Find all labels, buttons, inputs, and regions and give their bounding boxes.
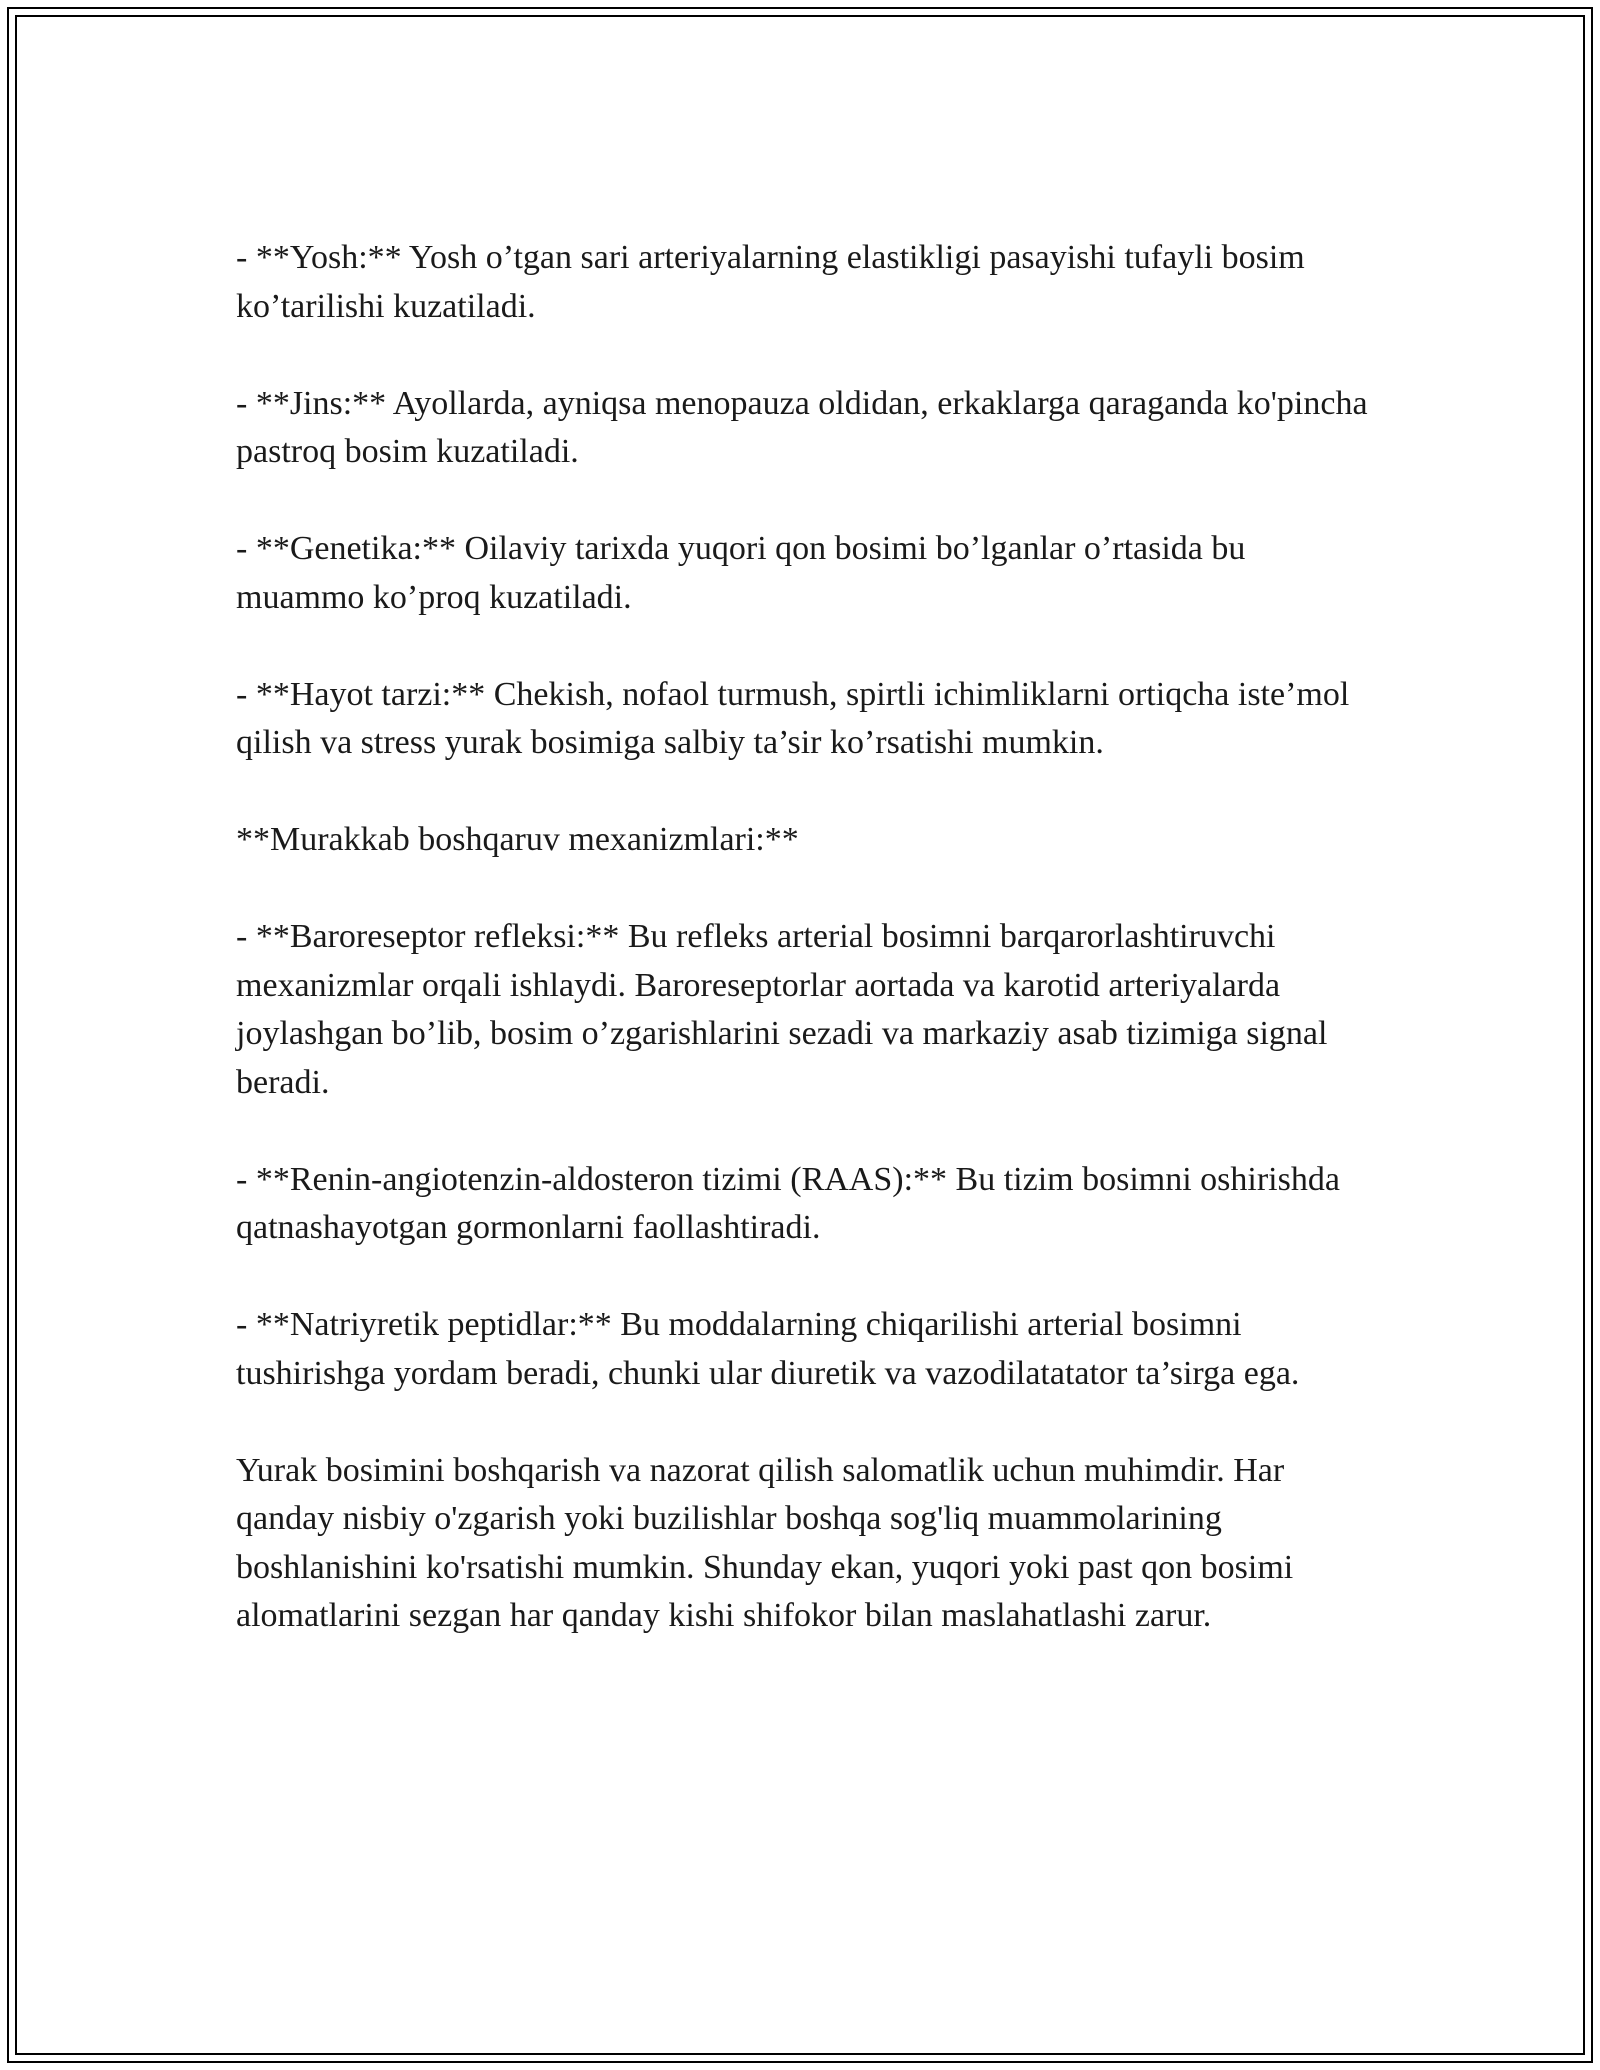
paragraph-conclusion: Yurak bosimini boshqarish va nazorat qilish salomatlik uchun muhimdir. Har qanday nisbiy o'zgarish yoki buzilishlar boshqa sog'liq muammolarining boshlanishini ko'rsatishi mumkin. Shunday ekan, yuqori yoki past qon bosimi alomatlarini sezgan har qanday kishi shifokor bilan maslahatlashi zarur. (236, 1451, 1294, 1634)
section-heading-mechanisms: **Murakkab boshqaruv mexanizmlari:** (236, 821, 799, 858)
document-body (236, 234, 1376, 1641)
paragraph-genetics: - **Genetika:** Oilaviy tarixda yuqori qon bosimi bo’lganlar o’rtasida bu muammo ko’proq kuzatiladi. (236, 530, 1246, 616)
paragraph-lifestyle: - **Hayot tarzi:** Chekish, nofaol turmush, spirtli ichimliklarni ortiqcha iste’mol qilish va stress yurak bosimiga salbiy ta’sir ko’rsatishi mumkin. (236, 675, 1350, 761)
paragraph-raas: - **Renin-angiotenzin-aldosteron tizimi (RAAS):** Bu tizim bosimni oshirishda qatnashayotgan gormonlarni faollashtiradi. (236, 1160, 1340, 1246)
paragraph-baroreceptor: - **Baroreseptor refleksi:** Bu refleks arterial bosimni barqarorlashtiruvchi mexanizmlar orqali ishlaydi. Baroreseptorlar aortada va karotid arteriyalarda joylashgan bo’lib, bosim o’zgarishlarini sezadi va markaziy asab tizimiga signal beradi. (236, 918, 1328, 1101)
paragraph-age: - **Yosh:** Yosh o’tgan sari arteriyalarning elastikligi pasayishi tufayli bosim ko’tarilishi kuzatiladi. (236, 239, 1305, 325)
paragraph-gender: - **Jins:** Ayollarda, ayniqsa menopauza oldidan, erkaklarga qaraganda ko'pincha pastroq bosim kuzatiladi. (236, 384, 1368, 470)
paragraph-natriuretic: - **Natriyretik peptidlar:** Bu moddalarning chiqarilishi arterial bosimni tushirishga yordam beradi, chunki ular diuretik va vazodilatatator ta’sirga ega. (236, 1306, 1300, 1392)
